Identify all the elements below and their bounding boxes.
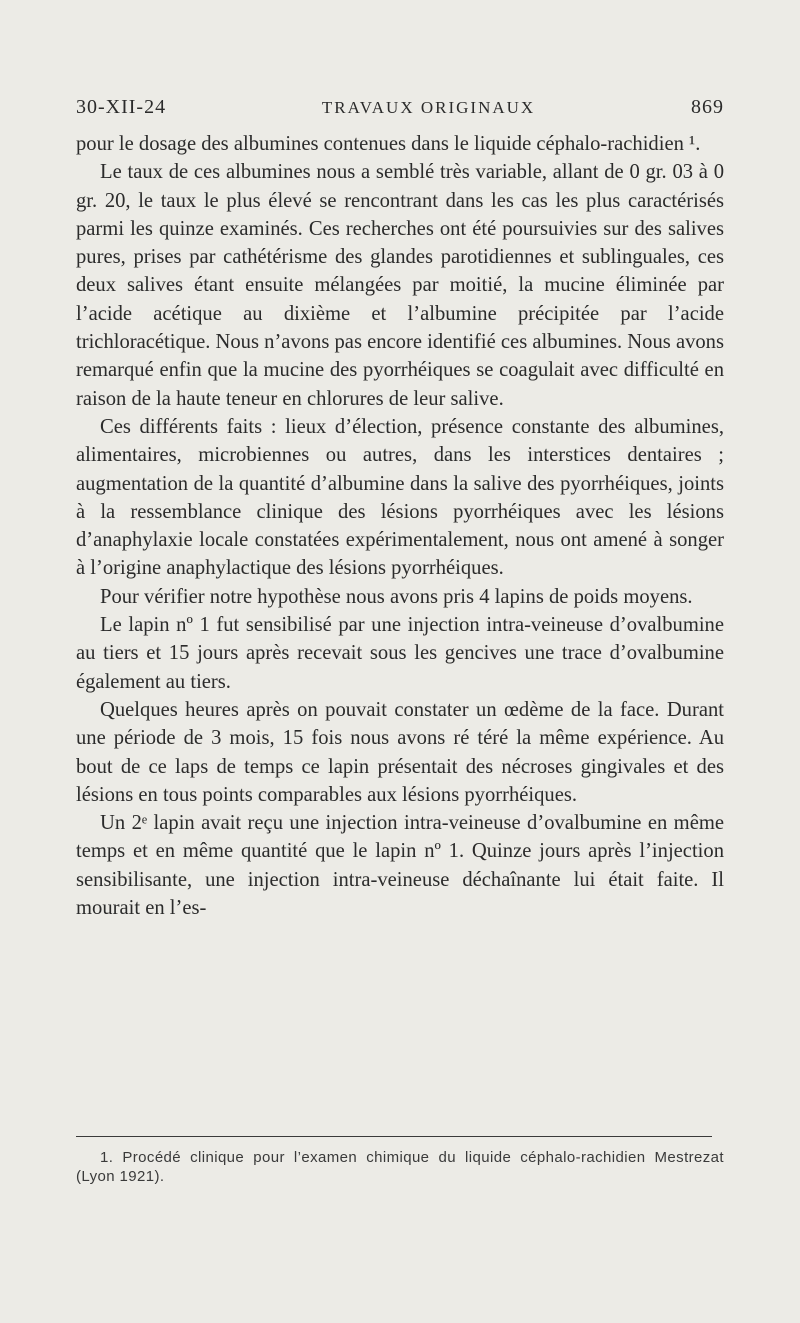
paragraph-1: pour le dosage des albumines contenues dans le liquide céphalo-rachidien ¹. — [76, 133, 701, 155]
footnote-divider — [76, 1136, 712, 1137]
paragraph-6: Quelques heures après on pouvait constater un œdème de la face. Durant une période de 3 mois, 15 fois nous avons ré téré la même expérience. Au bout de ce laps de temps ce lapin présentait des nécroses gingivales et des lésions en tous points comparables aux lésions pyorrhéiques. — [76, 698, 724, 806]
paragraph-2: Le taux de ces albumines nous a semblé très variable, allant de 0 gr. 03 à 0 gr. 20, le taux le plus élevé se rencontrant dans les cas les plus caractérisés parmi les quinze examinés. Ces recherches ont été poursuivies sur des salives pures, prises par cathétérisme des glandes parotidiennes et sublinguales, ces deux salives étant ensuite mélangées par moitié, la mucine éliminée par l’acide acétique au dixième et l’albumine précipitée par l’acide trichloracétique. Nous n’avons pas encore identifié ces albumines. Nous avons remarqué enfin que la mucine des pyorrhéiques se coagulait avec difficulté en raison de la haute teneur en chlorures de leur salive. — [76, 161, 724, 410]
paragraph-4: Pour vérifier notre hypothèse nous avons pris 4 lapins de poids moyens. — [100, 585, 693, 608]
paragraph-7: Un 2ᵉ lapin avait reçu une injection intra-veineuse d’ovalbumine en même temps et en même quantité que le lapin nº 1. Quinze jours après l’injection sensibilisante, une injection intra-veineuse déchaînante lui était faite. Il mourait en l’es- — [76, 812, 724, 920]
page — [76, 96, 724, 1185]
page-number: 869 — [690, 96, 724, 118]
header-title: TRAVAUX ORIGINAUX — [321, 98, 536, 117]
paragraph-3: Ces différents faits : lieux d’élection, présence constante des albumines, alimentaires, microbiennes ou autres, dans les interstices dentaires ; augmentation de la quantité d’albumine dans la salive des pyorrhéiques, joints à la ressemblance clinique des lésions pyorrhéiques avec les lésions d’anaphylaxie locale constatées expérimentalement, nous ont amené à songer à l’origine anaphylactique des lésions pyorrhéiques. — [76, 415, 724, 580]
running-header — [76, 96, 724, 130]
body-text — [76, 130, 724, 922]
footnote-text: 1. Procédé clinique pour l’examen chimique du liquide céphalo-rachidien Mestrezat (Lyon 1921). — [76, 1149, 724, 1185]
paragraph-5: Le lapin nº 1 fut sensibilisé par une injection intra-veineuse d’ovalbumine au tiers et 15 jours après recevait sous les gencives une trace d’ovalbumine également au tiers. — [76, 614, 724, 693]
footnote — [76, 1148, 724, 1186]
header-date: 30-XII-24 — [76, 96, 167, 118]
